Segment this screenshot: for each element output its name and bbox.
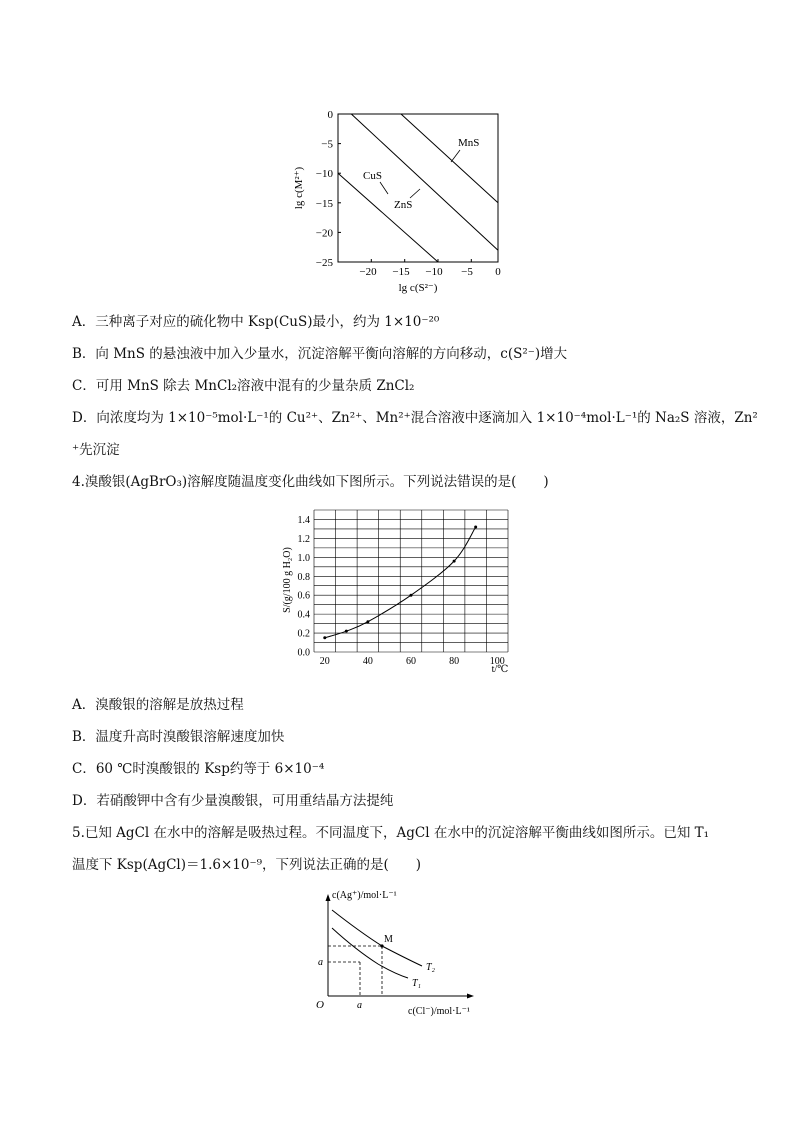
x-tick: −15 bbox=[392, 266, 410, 278]
figure-3-svg bbox=[310, 884, 490, 1020]
origin-label: O bbox=[316, 999, 324, 1011]
y-tick-label: 0.0 bbox=[297, 647, 310, 659]
y-tick: −10 bbox=[315, 168, 333, 181]
y-tick: −15 bbox=[315, 197, 333, 210]
cus-label: CuS bbox=[363, 170, 382, 182]
figure-2-ylabel: S/(g/100 g H₂O) bbox=[282, 547, 293, 613]
t1-label: T₁ bbox=[412, 978, 422, 989]
point-m-label: M bbox=[384, 934, 393, 945]
data-point bbox=[345, 630, 348, 633]
data-point bbox=[366, 620, 369, 623]
cus-line bbox=[338, 173, 438, 262]
x-tick: −5 bbox=[461, 266, 473, 278]
figure-2-xlabel: t/℃ bbox=[491, 664, 509, 675]
x-tick: −20 bbox=[359, 266, 377, 278]
q3-option-d-line2: ⁺先沉淀 bbox=[72, 442, 120, 458]
q3-option-d-line1: D．向浓度均为 1×10⁻⁵mol·L⁻¹的 Cu²⁺、Zn²⁺、Mn²⁺混合溶液中逐滴加入 1×10⁻⁴mol·L⁻¹的 Na₂S 溶液，Zn² bbox=[72, 410, 758, 426]
q4-option-c: C．60 ℃时溴酸银的 Ksp约等于 6×10⁻⁴ bbox=[72, 761, 325, 777]
a-x-label: a bbox=[357, 1000, 362, 1011]
data-point bbox=[453, 560, 456, 563]
y-tick-label: 1.4 bbox=[297, 514, 310, 526]
y-tick: −20 bbox=[315, 227, 333, 240]
q4-option-a: A．溴酸银的溶解是放热过程 bbox=[72, 697, 244, 713]
y-tick-label: 1.2 bbox=[297, 533, 310, 545]
figure-1-ylabel: lg c(M²⁺) bbox=[293, 166, 305, 210]
figure-2-ticks bbox=[298, 515, 505, 667]
data-point bbox=[410, 594, 413, 597]
t2-label: T₂ bbox=[426, 962, 436, 973]
y-tick: 0 bbox=[327, 109, 333, 121]
figure-3-ylabel: c(Ag⁺)/mol·L⁻¹ bbox=[332, 890, 397, 901]
x-tick-label: 40 bbox=[362, 656, 373, 667]
y-tick-label: 0.8 bbox=[297, 571, 310, 583]
a-y-label: a bbox=[318, 957, 323, 968]
figure-2-solubility-chart bbox=[278, 502, 518, 684]
t2-curve bbox=[332, 910, 422, 966]
x-tick-label: 100 bbox=[489, 656, 505, 667]
mns-line bbox=[401, 114, 498, 203]
q4-stem: 4.溴酸银(AgBrO₃)溶解度随温度变化曲线如下图所示。下列说法错误的是( ) bbox=[72, 474, 549, 490]
figure-1-svg bbox=[288, 104, 518, 296]
q5-stem-line2: 温度下 Ksp(AgCl)＝1.6×10⁻⁹，下列说法正确的是( ) bbox=[72, 857, 422, 873]
x-tick-label: 80 bbox=[449, 656, 460, 667]
y-tick-label: 1.0 bbox=[297, 552, 310, 564]
x-tick: −10 bbox=[425, 266, 443, 278]
figure-1-sulfide-chart bbox=[288, 104, 518, 300]
zns-label: ZnS bbox=[394, 199, 413, 211]
figure-2-svg bbox=[278, 502, 518, 680]
q3-option-c: C．可用 MnS 除去 MnCl₂溶液中混有的少量杂质 ZnCl₂ bbox=[72, 378, 415, 394]
y-tick: −5 bbox=[321, 138, 333, 151]
q4-option-b: B．温度升高时溴酸银溶解速度加快 bbox=[72, 729, 285, 745]
x-axis-arrow bbox=[467, 994, 474, 999]
data-point bbox=[323, 636, 326, 639]
q4-option-d: D．若硝酸钾中含有少量溴酸银，可用重结晶方法提纯 bbox=[72, 793, 394, 809]
x-tick-label: 60 bbox=[406, 656, 416, 667]
y-axis-arrow bbox=[326, 894, 331, 901]
y-tick-label: 0.6 bbox=[297, 590, 310, 602]
q5-stem-line1: 5.已知 AgCl 在水中的溶解是吸热过程。不同温度下，AgCl 在水中的沉淀溶解平衡曲线如图所示。已知 T₁ bbox=[72, 825, 710, 841]
figure-1-xlabel: lg c(S²⁻) bbox=[398, 282, 438, 294]
figure-3-agcl-chart bbox=[310, 884, 490, 1024]
data-point bbox=[474, 526, 477, 529]
figure-3-xlabel: c(Cl⁻)/mol·L⁻¹ bbox=[408, 1006, 470, 1017]
y-tick-label: 0.4 bbox=[297, 609, 310, 621]
figure-2-grid bbox=[314, 510, 508, 652]
q3-option-b: B．向 MnS 的悬浊液中加入少量水，沉淀溶解平衡向溶解的方向移动，c(S²⁻)增大 bbox=[72, 346, 568, 362]
q3-option-a: A．三种离子对应的硫化物中 Ksp(CuS)最小，约为 1×10⁻²⁰ bbox=[72, 314, 440, 330]
mns-label: MnS bbox=[458, 137, 480, 149]
x-tick-label: 20 bbox=[319, 656, 330, 667]
figure-1-yticks bbox=[316, 109, 341, 269]
y-tick-label: 0.2 bbox=[297, 628, 310, 640]
x-tick: 0 bbox=[495, 266, 501, 278]
y-tick: −25 bbox=[315, 257, 333, 269]
